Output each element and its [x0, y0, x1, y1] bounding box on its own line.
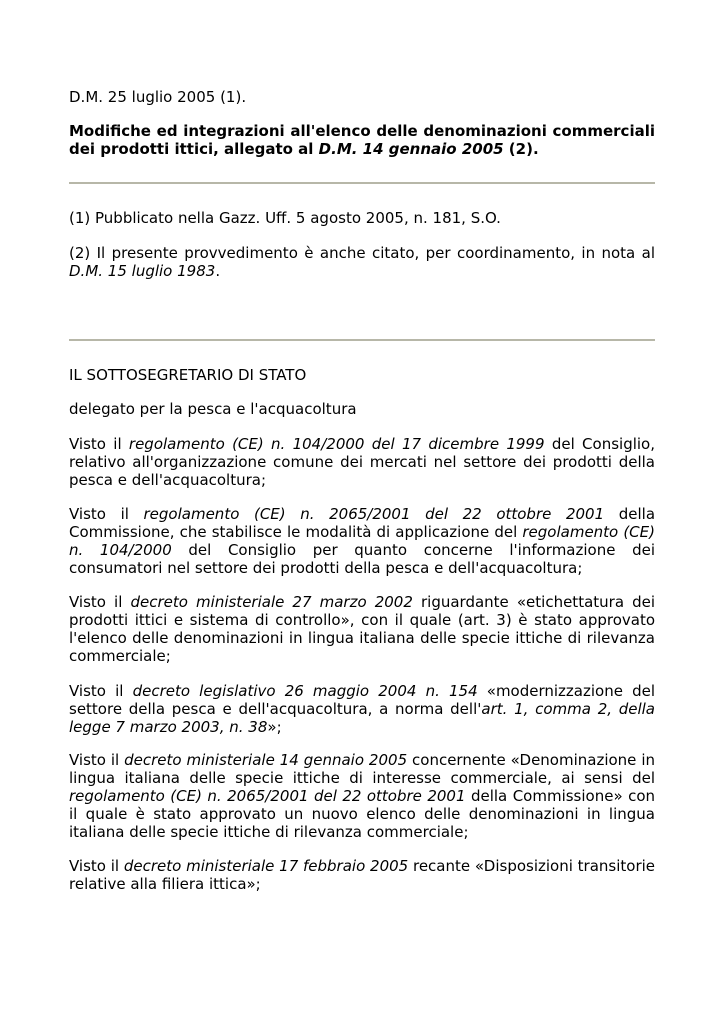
- footnote-2-text-b: .: [215, 262, 221, 280]
- authority-text: IL SOTTOSEGRETARIO DI STATO: [69, 366, 307, 384]
- p3-italic: decreto ministeriale 27 marzo 2002: [130, 593, 413, 611]
- separator-top: [69, 182, 655, 184]
- p4-text-c: »;: [267, 718, 282, 736]
- p5-italic: decreto ministeriale 14 gennaio 2005: [124, 751, 408, 769]
- p1-text-a: Visto il: [69, 435, 129, 453]
- paragraph-4: [69, 682, 655, 736]
- p3-text-a: Visto il: [69, 593, 131, 611]
- p4-text-b: «modernizzazione del settore della pesca e dell'acquacoltura, a norma dell': [69, 682, 656, 718]
- separator-bottom: [69, 339, 655, 341]
- footnote-1: [69, 209, 655, 227]
- p6-italic: decreto ministeriale 17 febbraio 2005: [123, 857, 409, 875]
- p6-text-b: recante «Disposizioni transitorie relative alla filiera ittica»;: [69, 857, 656, 893]
- footnote-2: [69, 244, 655, 280]
- paragraph-1: [69, 435, 655, 489]
- p5-italic-2: regolamento (CE) n. 2065/2001 del 22 ottobre 2001: [69, 787, 466, 805]
- authority-heading: [69, 366, 655, 384]
- delegate-line: [69, 400, 655, 418]
- p6-text-a: Visto il: [69, 857, 124, 875]
- decree-ref-line: D.M. 25 luglio 2005 (1).: [69, 88, 247, 106]
- p3-text-b: riguardante «etichettatura dei prodotti ittici e sistema di controllo», con il quale (art. 3) è stato approvato l'elenco delle denominazioni in lingua italiana delle specie ittiche di rilevanza commerciale;: [69, 593, 656, 665]
- p2-italic-2: regolamento (CE) n. 104/2000: [69, 523, 655, 559]
- paragraph-6: [69, 857, 655, 893]
- p1-text-b: del Consiglio, relativo all'organizzazione comune dei mercati nel settore dei prodotti della pesca e dell'acquacoltura;: [69, 435, 655, 489]
- p2-text-a: Visto il: [69, 505, 144, 523]
- paragraph-3: [69, 593, 655, 665]
- title-text-b: (2).: [503, 140, 539, 158]
- p2-italic: regolamento (CE) n. 2065/2001 del 22 ottobre 2001: [143, 505, 605, 523]
- p1-italic: regolamento (CE) n. 104/2000 del 17 dicembre 1999: [128, 435, 545, 453]
- footnote-2-italic: D.M. 15 luglio 1983: [69, 262, 216, 280]
- p2-text-c: del Consiglio per quanto concerne l'informazione dei consumatori nel settore dei prodotti della pesca e dell'acquacoltura;: [69, 541, 655, 577]
- paragraph-5: [69, 751, 655, 841]
- delegate-text: delegato per la pesca e l'acquacoltura: [69, 400, 357, 418]
- p4-text-a: Visto il: [69, 682, 133, 700]
- title-text-italic: D.M. 14 gennaio 2005: [318, 140, 504, 158]
- p4-italic-2: art. 1, comma 2, della legge 7 marzo 2003, n. 38: [69, 700, 656, 736]
- paragraph-2: [69, 505, 655, 577]
- p5-text-b: concernente «Denominazione in lingua italiana delle specie ittiche di interesse commerciale, ai sensi del: [69, 751, 655, 787]
- decree-title: [69, 122, 655, 158]
- footnote-2-text-a: (2) Il presente provvedimento è anche citato, per coordinamento, in nota al: [69, 244, 655, 262]
- p4-italic: decreto legislativo 26 maggio 2004 n. 154: [132, 682, 478, 700]
- decree-reference: [69, 88, 655, 106]
- title-text-a: Modifiche ed integrazioni all'elenco delle denominazioni commerciali dei prodotti ittici, allegato al: [69, 122, 655, 158]
- p5-text-c: della Commissione» con il quale è stato approvato un nuovo elenco delle denominazioni in lingua italiana delle specie ittiche di rilevanza commerciale;: [69, 787, 656, 841]
- footnote-1-text: (1) Pubblicato nella Gazz. Uff. 5 agosto 2005, n. 181, S.O.: [69, 209, 501, 227]
- p5-text-a: Visto il: [69, 751, 125, 769]
- p2-text-b: della Commissione, che stabilisce le modalità di applicazione del: [69, 505, 656, 541]
